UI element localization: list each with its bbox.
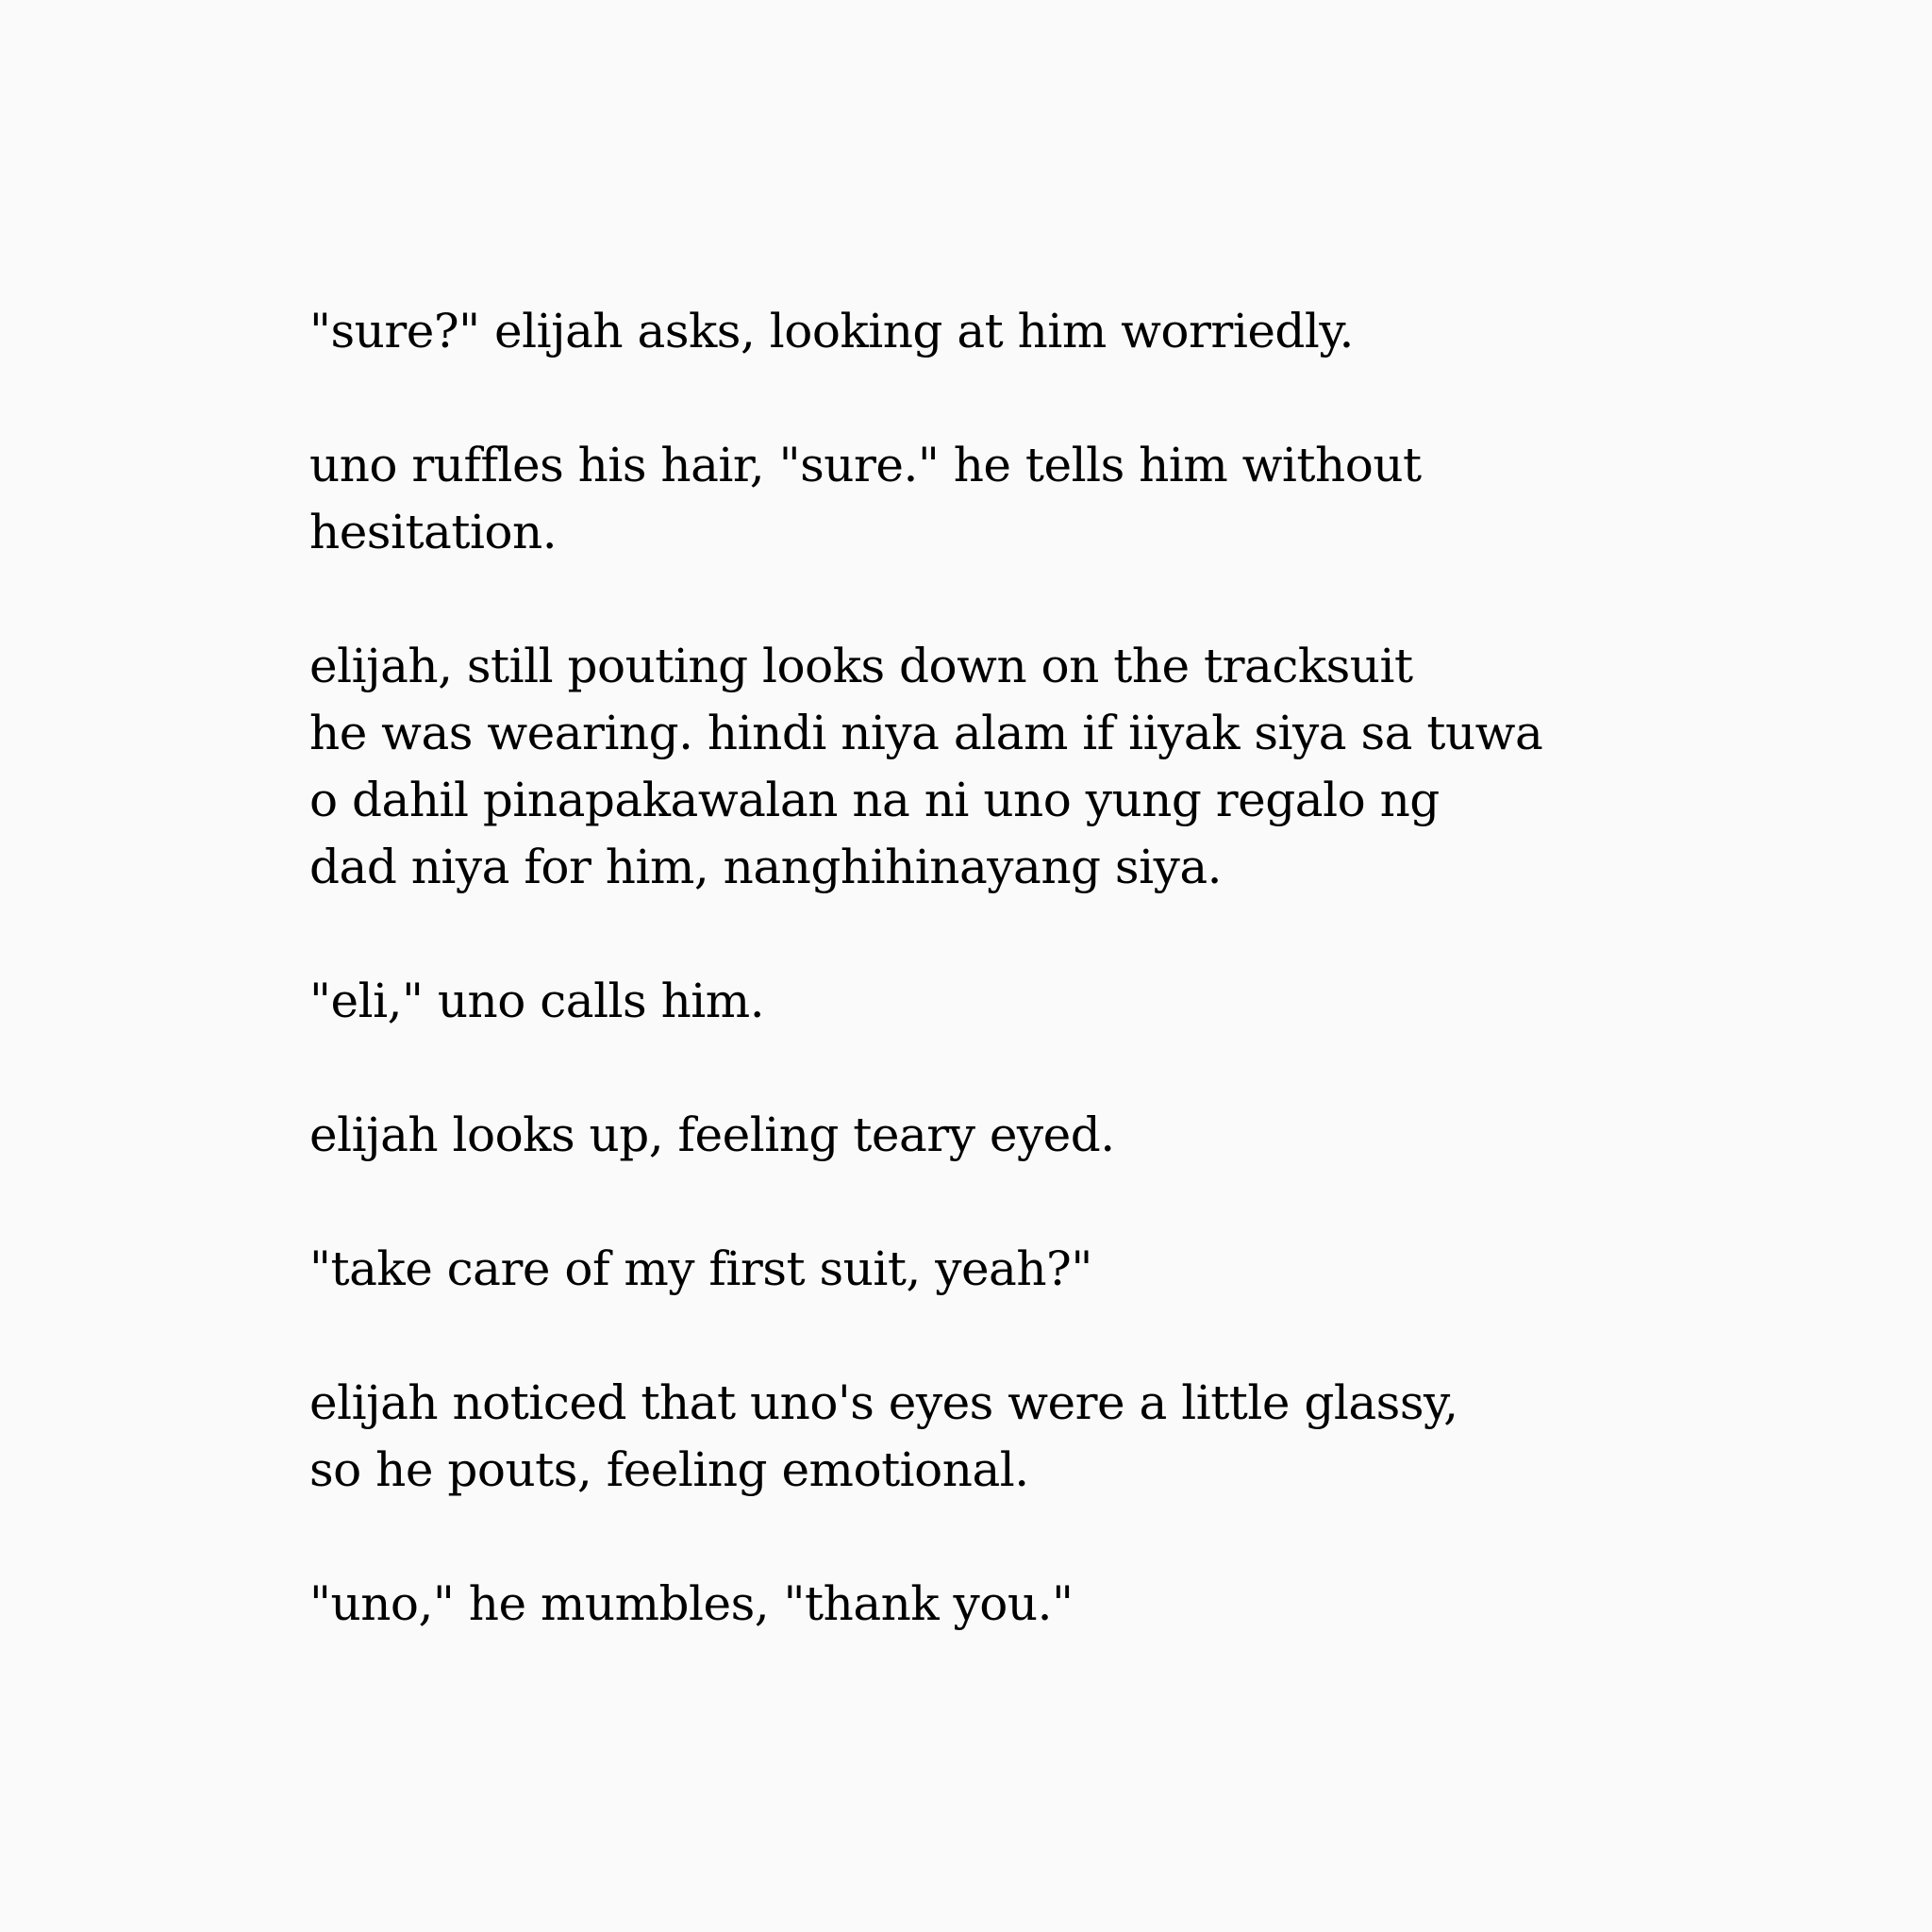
text-line: "uno," he mumbles, "thank you.": [309, 1576, 1074, 1631]
paragraph: [309, 432, 1875, 566]
text-line: elijah, still pouting looks down on the tracksuit: [309, 639, 1413, 693]
text-line: hesitation.: [309, 505, 558, 559]
paragraph: [309, 1571, 1875, 1638]
paragraph: [309, 968, 1875, 1035]
text-line: dad niya for him, nanghihinayang siya.: [309, 840, 1223, 894]
paragraph: [309, 1102, 1875, 1169]
text-line: so he pouts, feeling emotional.: [309, 1442, 1029, 1497]
story-text: [309, 298, 1875, 1638]
paragraph: [309, 633, 1875, 901]
text-line: "sure?" elijah asks, looking at him worriedly.: [309, 304, 1354, 358]
text-line: elijah looks up, feeling teary eyed.: [309, 1108, 1115, 1162]
paragraph: [309, 1236, 1875, 1303]
text-line: uno ruffles his hair, "sure." he tells him without: [309, 438, 1422, 492]
text-line: o dahil pinapakawalan na ni uno yung regalo ng: [309, 773, 1440, 827]
text-line: he was wearing. hindi niya alam if iiyak siya sa tuwa: [309, 706, 1543, 760]
text-line: elijah noticed that uno's eyes were a little glassy,: [309, 1375, 1458, 1430]
text-line: "take care of my first suit, yeah?": [309, 1241, 1092, 1296]
paragraph: [309, 1370, 1875, 1504]
paragraph: [309, 298, 1875, 365]
text-line: "eli," uno calls him.: [309, 974, 765, 1028]
